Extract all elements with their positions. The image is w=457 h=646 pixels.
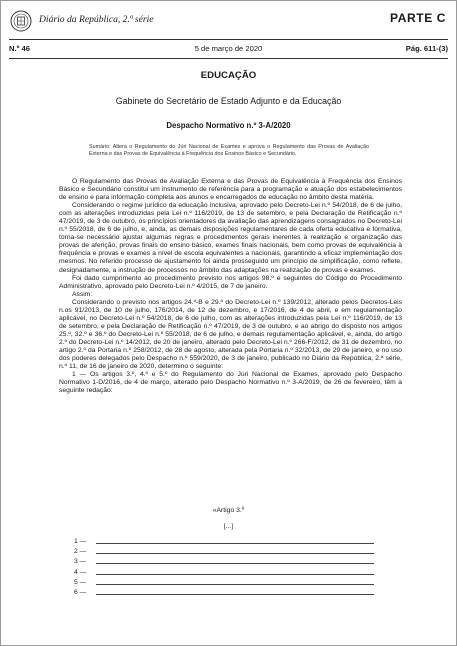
paragraph: 1 — Os artigos 3.º, 4.º e 5.º do Regulamento do Júri Nacional de Exames, aprovado pelo Despacho Normativo 1-D/2016, de 4 de março, alterado pelo Despacho Normativo n.º 3-A/2019, de 26 de fevereiro, têm a seguinte redação: (59, 371, 402, 395)
list-item (74, 558, 374, 568)
blank-line (96, 574, 374, 575)
list-item-label: 3 — (74, 558, 87, 566)
blank-line (96, 553, 374, 554)
list-item-label: 1 — (74, 538, 87, 545)
page-number: Pág. 611-(3) (405, 44, 448, 53)
coat-of-arms-logo (9, 10, 33, 32)
paragraph: Foi dado cumprimento ao procedimento previsto nos artigos 98.º e seguintes do Código do Procedimento Administrativo, aprovado pelo Decreto-Lei n.º 4/2015, de 7 de janeiro. (59, 274, 402, 290)
list-item (74, 589, 374, 599)
header-rule-bottom (9, 58, 448, 59)
list-item (74, 538, 374, 548)
issue-number: N.º 46 (9, 44, 30, 53)
list-item-label: 5 — (74, 578, 87, 586)
parte-label: PARTE C (390, 11, 446, 25)
summary: Sumário: Altera o Regulamento do Júri Nacional de Exames e aprova o Regulamento das Provas de Avaliação Externa e das Provas de Equivalência à Frequência dos Ensinos Básico e Secundário. (89, 144, 369, 158)
decree-title: Despacho Normativo n.º 3-A/2020 (166, 121, 291, 130)
numbered-list (74, 538, 374, 599)
office-title: Gabinete do Secretário de Estado Adjunto e da Educação (115, 96, 342, 106)
blank-line (96, 594, 374, 595)
issue-date: 5 de março de 2020 (194, 44, 263, 53)
section-title: EDUCAÇÃO (200, 70, 257, 81)
blank-line (96, 584, 374, 585)
list-item-label: 2 — (74, 548, 87, 556)
omitted-text-marker: [...] (223, 523, 234, 530)
blank-line (96, 543, 374, 544)
blank-line (96, 563, 374, 564)
article-heading: «Artigo 3.º (212, 507, 245, 514)
list-item-label: 4 — (74, 568, 87, 576)
body-text (59, 178, 402, 395)
paragraph: Considerando o regime jurídico da educação inclusiva, aprovado pelo Decreto-Lei n.º 54/2018, de 6 de julho, com as alterações introduzidas pela Lei n.º 116/2019, de 13 de setembro, e pela Declaração de Retificação n.º 47/2019, de 3 de outubro, os princípios orientadores da avaliação das aprendizagens consagrados no Decreto-Lei n.º 55/2018, de 6 de julho, e, ainda, as demais disposições regulamentares de cada oferta educativa e formativa, torna-se necessário ajustar algumas regras e procedimentos gerais inerentes à realização e organização das provas de aferição, provas finais do ensino básico, exames finais nacionais, bem como provas de equivalência à frequência e provas e exames a nível de escola equivalentes a nacionais, garantindo a eficaz implementação dos mesmos. No referido processo de ajustamento foi ainda prosseguido um princípio de simplificação, como reflete, designadamente, a instrução de processos no âmbito das adaptações na realização de provas e exames. (59, 202, 402, 274)
paragraph: Assim: (72, 290, 93, 298)
list-item (74, 579, 374, 589)
paragraph: O Regulamento das Provas de Avaliação Externa e das Provas de Equivalência à Frequência dos Ensinos Básico e Secundário constitui um instrumento de referência para a programação e atuação dos estabelecimentos de ensino e para informação completa aos alunos e encarregados de educação no âmbito desta matéria. (59, 178, 402, 202)
page-header (9, 9, 448, 37)
header-rule-top (9, 39, 448, 40)
list-item-label: 6 — (74, 588, 87, 596)
journal-title: Diário da República, 2.ª série (39, 14, 154, 25)
list-item (74, 548, 374, 558)
list-item (74, 569, 374, 579)
paragraph: Considerando o previsto nos artigos 24.º-B e 29.º do Decreto-Lei n.º 139/2012, alterado pelos Decretos-Leis n.os 91/2013, de 10 de julho, 176/2014, de 12 de dezembro, e 17/2016, de 4 de abril, e em regulamentação aplicável, no Decreto-Lei n.º 54/2018, de 6 de julho, com as alterações introduzidas pela Lei n.º 116/2019, de 13 de setembro, e pela Declaração de Retificação n.º 47/2019, de 3 de outubro, e ao abrigo do disposto nos artigos 25.º, 32.º e 36.º do Decreto-Lei n.º 55/2018, de 6 de julho, e demais regulamentação aplicável, e, ainda, do artigo 2.º do Decreto-Lei n.º 14/2012, de 20 de janeiro, alterado pelo Decreto-Lei n.º 266-F/2012, de 31 de dezembro, no artigo 2.º da Portaria n.º 258/2012, de 28 de agosto, alterada pela Portaria n.º 32/2013, de 29 de janeiro, e no uso dos poderes delegados pelo Despacho n.º 559/2020, de 3 de janeiro, publicado no Diário da República, 2.ª série, n.º 11, de 16 de janeiro de 2020, determino o seguinte: (59, 298, 402, 371)
